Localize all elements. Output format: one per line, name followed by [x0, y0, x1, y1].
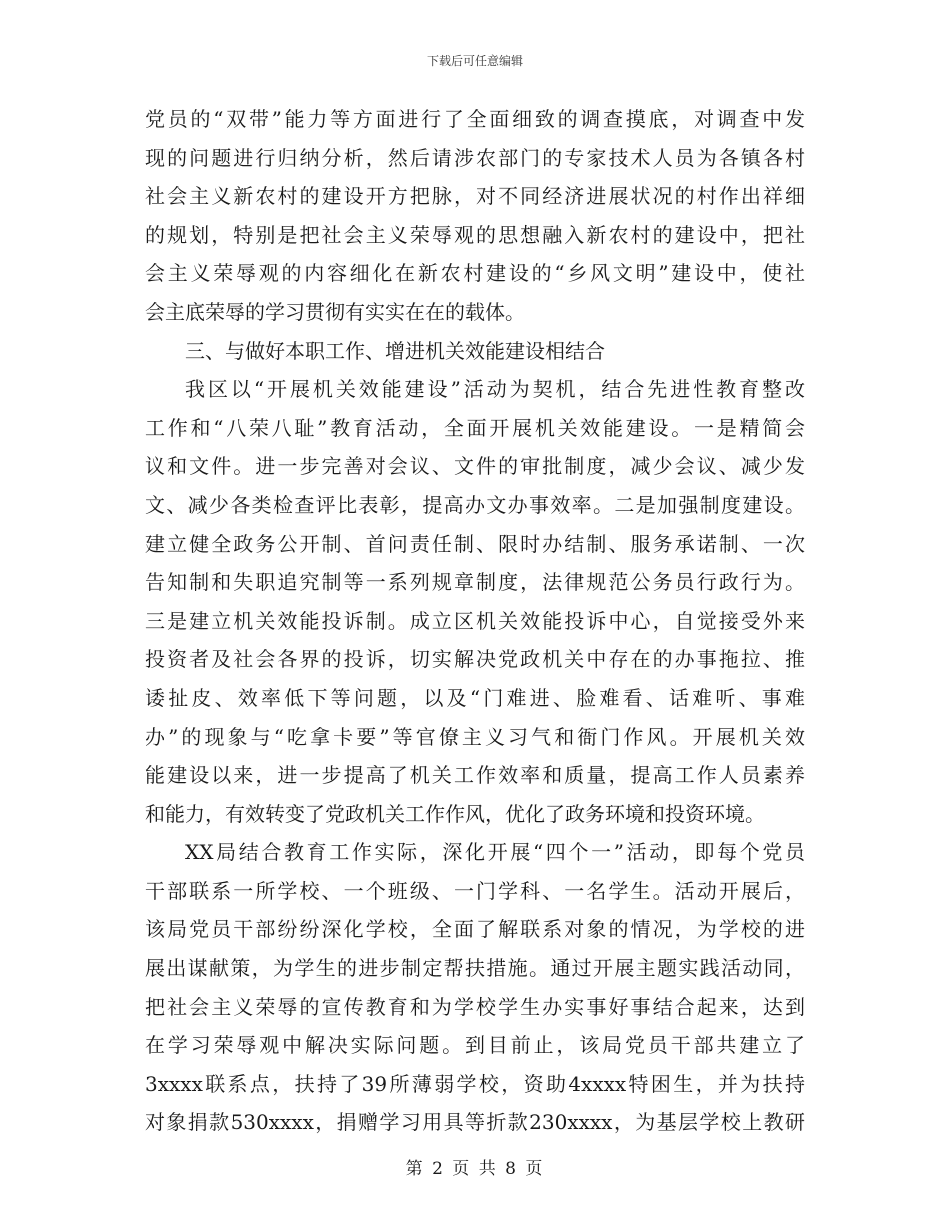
- text-line: 干部联系一所学校、一个班级、一门学科、一名学生。活动开展后，: [145, 878, 805, 903]
- text-line: 三、与做好本职工作、增进机关效能建设相结合: [185, 338, 605, 363]
- document-body: [145, 100, 805, 1142]
- text-line: 议和文件。进一步完善对会议、文件的审批制度，减少会议、减少发: [145, 454, 805, 479]
- text-line: 诿扯皮、效率低下等问题，以及“门难进、脸难看、话难听、事难: [145, 685, 805, 710]
- page-footer: 第 2 页 共 8 页: [405, 1159, 545, 1179]
- page-header: 下载后可任意编辑: [426, 54, 523, 68]
- text-line: 建立健全政务公开制、首问责任制、限时办结制、服务承诺制、一次: [145, 531, 805, 556]
- text-line: 在学习荣辱观中解决实际问题。到目前止，该局党员干部共建立了: [145, 1033, 805, 1058]
- text-line: 展出谋献策，为学生的进步制定帮扶措施。通过开展主题实践活动同，: [145, 956, 805, 981]
- text-line: XX局结合教育工作实际，深化开展“四个一”活动，即每个党员: [185, 840, 805, 865]
- text-line: 投资者及社会各界的投诉，切实解决党政机关中存在的办事拖拉、推: [145, 647, 805, 672]
- text-line: 3xxxx联系点，扶持了39所薄弱学校，资助4xxxx特困生，并为扶持: [145, 1071, 805, 1096]
- text-line: 会主义荣辱观的内容细化在新农村建设的“乡风文明”建设中，使社: [145, 261, 805, 286]
- text-line: 文、减少各类检查评比表彰，提高办文办事效率。二是加强制度建设。: [145, 492, 805, 517]
- text-line: 办”的现象与“吃拿卡要”等官僚主义习气和衙门作风。开展机关效: [145, 724, 805, 749]
- text-line: 该局党员干部纷纷深化学校，全面了解联系对象的情况，为学校的进: [145, 917, 805, 942]
- text-line: 三是建立机关效能投诉制。成立区机关效能投诉中心，自觉接受外来: [145, 608, 805, 633]
- text-line: 会主底荣辱的学习贯彻有实实在在的载体。: [145, 299, 525, 324]
- text-line: 和能力，有效转变了党政机关工作作风，优化了政务环境和投资环境。: [145, 801, 765, 826]
- text-line: 的规划，特别是把社会主义荣辱观的思想融入新农村的建设中，把社: [145, 222, 805, 247]
- text-line: 对象捐款530xxxx，捐赠学习用具等折款230xxxx，为基层学校上教研: [145, 1110, 805, 1135]
- text-line: 现的问题进行归纳分析，然后请涉农部门的专家技术人员为各镇各村: [145, 145, 805, 170]
- text-line: 社会主义新农村的建设开方把脉，对不同经济进展状况的村作出祥细: [145, 184, 805, 209]
- text-line: 我区以“开展机关效能建设”活动为契机，结合先进性教育整改: [185, 377, 805, 402]
- text-line: 告知制和失职追究制等一系列规章制度，法律规范公务员行政行为。: [145, 570, 805, 595]
- text-line: 能建设以来，进一步提高了机关工作效率和质量，提高工作人员素养: [145, 763, 805, 788]
- text-line: 党员的“双带”能力等方面进行了全面细致的调查摸底，对调查中发: [145, 107, 805, 131]
- text-line: 工作和“八荣八耻”教育活动，全面开展机关效能建设。一是精简会: [145, 415, 805, 440]
- text-line: 把社会主义荣辱的宣传教育和为学校学生办实事好事结合起来，达到: [145, 994, 805, 1019]
